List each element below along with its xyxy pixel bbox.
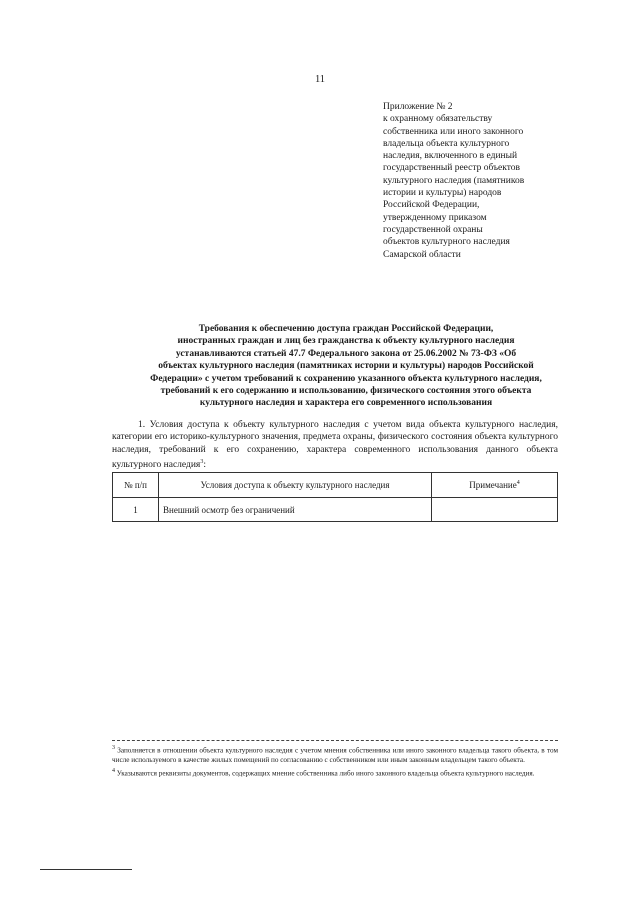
appendix-line: наследия, включенного в единый bbox=[383, 151, 518, 162]
title-line: требований к его содержанию и использованию, физического состояния этого объекта bbox=[160, 386, 532, 397]
appendix-line: объектов культурного наследия bbox=[383, 237, 510, 248]
requirements-title bbox=[150, 323, 542, 410]
appendix-line: утвержденному приказом bbox=[383, 212, 487, 223]
footnote-ref: 3 bbox=[200, 458, 204, 465]
appendix-line: культурного наследия (памятников bbox=[383, 175, 525, 186]
paragraph-text: 1. Условия доступа к объекту культурного наследия с учетом вида объекта культурного наследия, категории его историко-культурного значения, предмета охраны, физического состояния объекта культурного наследия, требований к его сохранению, характера современного использования данного объекта культурного наследия bbox=[112, 420, 558, 471]
footnote-text: Указываются реквизиты документов, содержащих мнение собственника либо иного законного владельца объекта культурного наследия. bbox=[115, 768, 535, 777]
table-row bbox=[113, 498, 558, 522]
header-conditions: Условия доступа к объекту культурного наследия bbox=[159, 473, 432, 498]
appendix-line: Российской Федерации, bbox=[383, 200, 480, 211]
appendix-line: государственный реестр объектов bbox=[383, 163, 520, 174]
footnote-separator bbox=[112, 740, 558, 741]
title-line: культурного наследия и характера его современного использования bbox=[199, 398, 493, 409]
appendix-line: владельца объекта культурного bbox=[383, 138, 510, 149]
header-num: № п/п bbox=[113, 473, 159, 498]
title-line: Требования к обеспечению доступа граждан Российской Федерации, bbox=[198, 324, 494, 334]
title-line: объектах культурного наследия (памятниках истории и культуры) народов Российской bbox=[158, 361, 534, 372]
access-conditions-table bbox=[112, 472, 558, 522]
header-note bbox=[432, 473, 558, 498]
cell-note bbox=[432, 498, 558, 522]
footnote bbox=[112, 744, 558, 766]
appendix-line: Самарской области bbox=[383, 249, 461, 260]
bottom-rule bbox=[40, 869, 132, 870]
footnote-mark: 4 bbox=[112, 767, 115, 774]
title-line: иностранных граждан и лиц без гражданства к объекту культурного наследия bbox=[177, 336, 515, 347]
page-number: 11 bbox=[314, 74, 326, 85]
header-note-text: Примечание bbox=[469, 480, 517, 490]
table-header-row bbox=[113, 473, 558, 498]
paragraph-end: : bbox=[203, 460, 206, 471]
footnote-mark: 3 bbox=[112, 745, 115, 751]
footnote bbox=[112, 767, 558, 779]
footnote-text: Заполняется в отношении объекта культурного наследия с учетом мнения собственника или иного законного владельца такого объекта, в том числе используемого в качестве жилых помещений по согласованию с собственником или иным законным владельцем такого объекта. bbox=[112, 746, 558, 764]
appendix-line: истории и культуры) народов bbox=[383, 188, 502, 199]
appendix-line: собственника или иного законного bbox=[383, 126, 524, 137]
cell-conditions: Внешний осмотр без ограничений bbox=[159, 498, 432, 522]
appendix-line: Приложение № 2 bbox=[383, 102, 453, 112]
cell-num: 1 bbox=[113, 498, 159, 522]
appendix-heading bbox=[383, 101, 583, 261]
title-line: устанавливаются статьей 47.7 Федерального закона от 25.06.2002 № 73-ФЗ «Об bbox=[175, 348, 517, 359]
appendix-line: к охранному обязательству bbox=[383, 114, 493, 125]
appendix-line: государственной охраны bbox=[383, 224, 483, 235]
footnotes bbox=[112, 744, 558, 780]
footnote-ref: 4 bbox=[516, 480, 520, 486]
access-conditions-paragraph bbox=[112, 419, 558, 471]
title-line: Федерации» с учетом требований к сохранению указанного объекта культурного наследия, bbox=[150, 373, 542, 384]
